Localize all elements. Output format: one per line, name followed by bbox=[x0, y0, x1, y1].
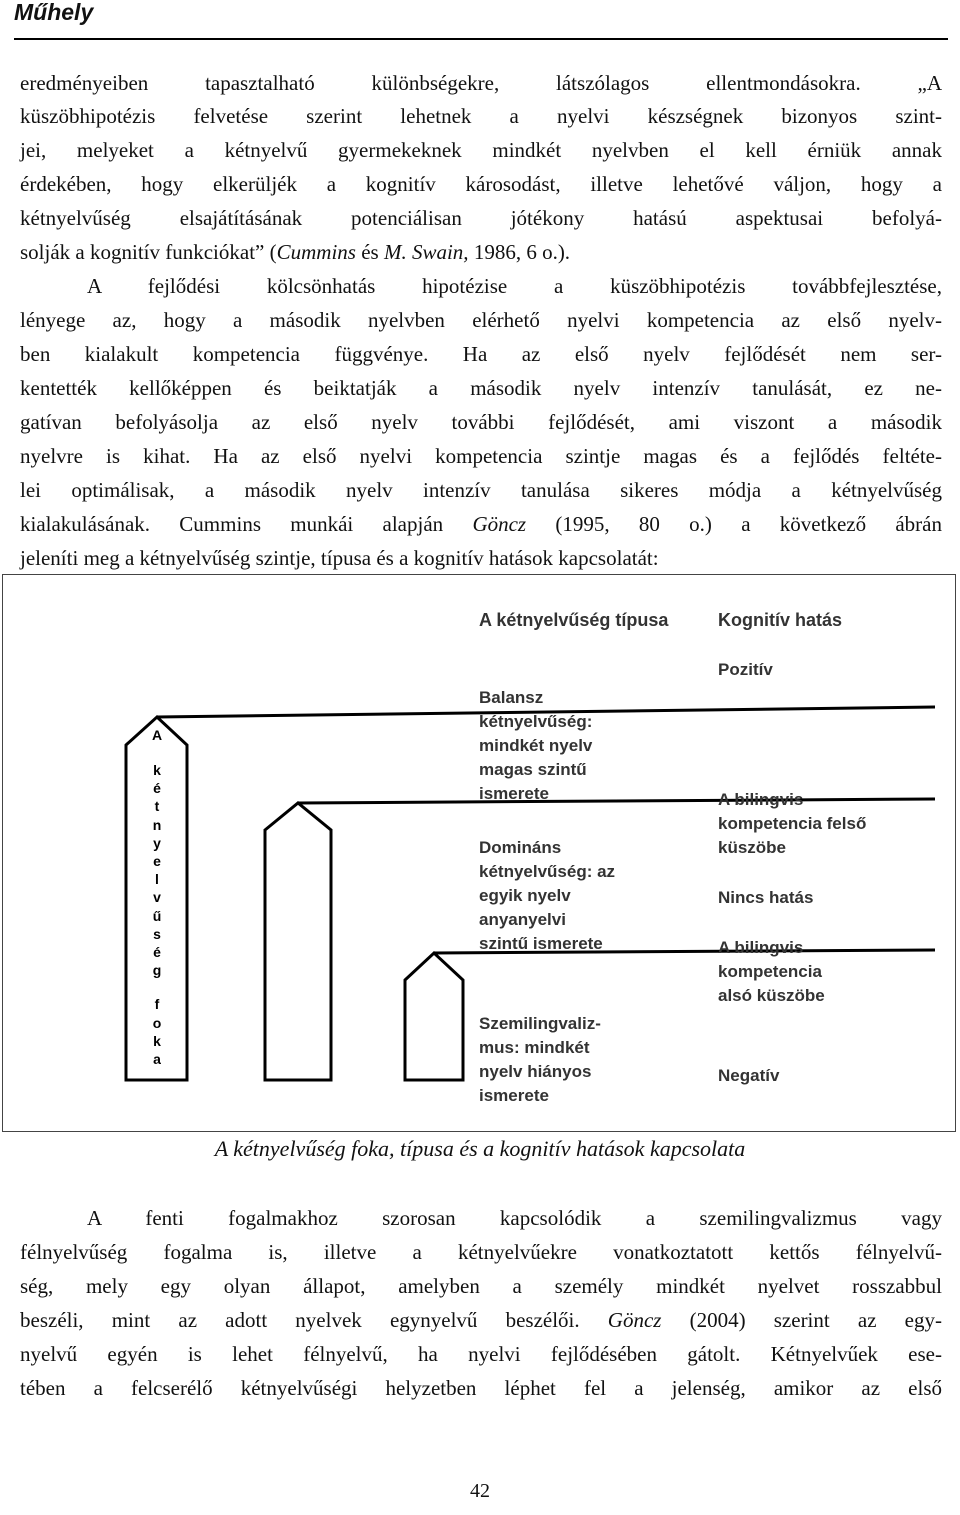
author-citation: Göncz bbox=[472, 512, 527, 536]
body-line: A fenti fogalmakhoz szorosan kapcsolódik a szemilingvalizmus vagy bbox=[87, 1206, 942, 1230]
body-line bbox=[20, 237, 942, 267]
dominant-label bbox=[479, 838, 615, 953]
axis-letter: l bbox=[155, 871, 159, 887]
label-line: Domináns bbox=[479, 838, 562, 857]
label-line: magas szintű bbox=[479, 760, 587, 779]
body-line: ben kialakult kompetencia függvénye. Ha az első nyelv fejlődését nem ser- bbox=[20, 342, 942, 366]
bilingualism-diagram bbox=[3, 575, 954, 1130]
effect-column-heading: Kognitív hatás bbox=[718, 610, 843, 630]
positive-label: Pozitív bbox=[718, 660, 773, 679]
body-line: tében a felcserélő kétnyelvűségi helyzetben léphet fel a jelenség, amikor az első bbox=[20, 1376, 942, 1400]
axis-letter: ű bbox=[152, 908, 162, 924]
axis-letter: y bbox=[153, 835, 161, 851]
text-run: kialakulásának. Cummins munkái alapján bbox=[20, 512, 473, 536]
label-line: mus: mindkét bbox=[479, 1038, 590, 1057]
text-run: beszéli, mint az adott nyelvek egynyelvű beszélői. bbox=[20, 1308, 608, 1332]
label-line: nyelv hiányos bbox=[479, 1062, 592, 1081]
figure-frame bbox=[2, 574, 956, 1132]
body-line: félnyelvűség fogalma is, illetve a kétnyelvűekre vonatkoztatott kettős félnyelvű- bbox=[20, 1240, 942, 1264]
axis-letter: k bbox=[153, 1033, 161, 1049]
upper-threshold-label: kompetencia felső bbox=[718, 814, 867, 833]
text-run: (2004) szerint az egy- bbox=[661, 1308, 942, 1332]
axis-letter: A bbox=[151, 727, 163, 743]
body-line: jeleníti meg a kétnyelvűség szintje, típusa és a kognitív hatások kapcsolatát: bbox=[20, 546, 659, 570]
body-line: nyelvre is kihat. Ha az első nyelvi kompetencia szintje magas és a fejlődés feltéte- bbox=[20, 444, 942, 468]
body-line: lei optimálisak, a második nyelv intenzív tanulása sikeres módja a kétnyelvűség bbox=[20, 478, 942, 502]
label-line: kétnyelvűség: bbox=[479, 712, 593, 731]
axis-letter: e bbox=[153, 853, 161, 869]
upper-threshold-label: küszöbe bbox=[718, 838, 787, 857]
label-line: mindkét nyelv bbox=[479, 736, 593, 755]
text-run: és bbox=[355, 240, 384, 264]
type-column-heading: A kétnyelvűség típusa bbox=[479, 610, 669, 630]
axis-letter: v bbox=[153, 889, 161, 905]
balanced-pillar-shape bbox=[265, 803, 331, 1080]
axis-letter: s bbox=[153, 926, 161, 942]
label-line: szintű ismerete bbox=[479, 934, 603, 953]
body-line: kentették kellőképpen és beiktatják a második nyelv intenzív tanulását, ez ne- bbox=[20, 376, 942, 400]
label-line: ismerete bbox=[479, 1086, 549, 1105]
body-line: küszöbhipotézis felvetése szerint lehetnek a nyelvi készségnek bizonyos szint- bbox=[20, 104, 942, 128]
semilingual-pillar-shape bbox=[405, 953, 463, 1080]
text-run: 1986, 6 o.). bbox=[468, 240, 571, 264]
section-title: Műhely bbox=[14, 0, 94, 25]
body-line: lényege az, hogy a második nyelvben elérhető nyelvi kompetencia az első nyelv- bbox=[20, 308, 942, 332]
axis-letter: é bbox=[153, 944, 161, 960]
axis-letter: é bbox=[153, 780, 161, 796]
body-line: gatívan befolyásolja az első nyelv további fejlődését, ami viszont a második bbox=[20, 410, 942, 434]
body-line: jei, melyeket a kétnyelvű gyermekeknek mindkét nyelvben el kell érniük annak bbox=[20, 138, 942, 162]
body-line: kétnyelvűség elsajátításának potenciálisan jótékony hatású aspektusai befolyá- bbox=[20, 206, 942, 230]
running-header bbox=[14, 0, 948, 40]
label-line: Szemilingvaliz- bbox=[479, 1014, 601, 1033]
axis-letter: t bbox=[154, 798, 160, 814]
lower-threshold-label: A bilingvis bbox=[718, 938, 804, 957]
author-citation: M. Swain, bbox=[383, 240, 469, 264]
label-line: kétnyelvűség: az bbox=[479, 862, 616, 881]
text-run: (1995, 80 o.) a következő ábrán bbox=[526, 512, 942, 536]
effect-labels bbox=[718, 660, 866, 1085]
no-effect-label: Nincs hatás bbox=[718, 888, 814, 907]
upper-threshold-line bbox=[298, 799, 935, 803]
axis-letter: k bbox=[153, 762, 161, 778]
text-run: solják a kognitív funkciókat” ( bbox=[20, 240, 277, 264]
semilingual-label bbox=[479, 1014, 601, 1105]
axis-letter: f bbox=[154, 996, 160, 1012]
label-line: egyik nyelv bbox=[479, 886, 571, 905]
body-line bbox=[20, 1305, 942, 1335]
author-citation: Göncz bbox=[607, 1308, 662, 1332]
body-line bbox=[20, 509, 942, 539]
label-line: ismerete bbox=[479, 784, 549, 803]
body-line: eredményeiben tapasztalható különbségekre, látszólagos ellentmondásokra. „A bbox=[20, 71, 942, 95]
axis-letter: o bbox=[152, 1015, 162, 1031]
axis-letter: g bbox=[152, 962, 162, 978]
balanced-label bbox=[479, 688, 593, 803]
lower-threshold-label: kompetencia bbox=[718, 962, 822, 981]
body-line: nyelvű egyén is lehet félnyelvű, ha nyelvi fejlődésében gátolt. Kétnyelvűek ese- bbox=[20, 1342, 942, 1366]
label-line: Balansz bbox=[479, 688, 544, 707]
body-line: ség, mely egy olyan állapot, amelyben a személy mindkét nyelvet rosszabbul bbox=[20, 1274, 942, 1298]
body-line: A fejlődési kölcsönhatás hipotézise a küszöbhipotézis továbbfejlesztése, bbox=[87, 274, 942, 298]
negative-label: Negatív bbox=[718, 1066, 780, 1085]
author-citation: Cummins bbox=[276, 240, 356, 264]
figure-caption: A kétnyelvűség foka, típusa és a kognitív hatások kapcsolata bbox=[214, 1136, 746, 1161]
lower-threshold-label: alsó küszöbe bbox=[718, 986, 825, 1005]
body-line: érdekében, hogy elkerüljék a kognitív károsodást, illetve lehetővé váljon, hogy a bbox=[20, 172, 942, 196]
page-number: 42 bbox=[470, 1480, 490, 1502]
axis-letter: n bbox=[152, 817, 162, 833]
upper-threshold-label: A bilingvis bbox=[718, 790, 804, 809]
axis-letter: a bbox=[153, 1051, 161, 1067]
label-line: anyanyelvi bbox=[479, 910, 566, 929]
